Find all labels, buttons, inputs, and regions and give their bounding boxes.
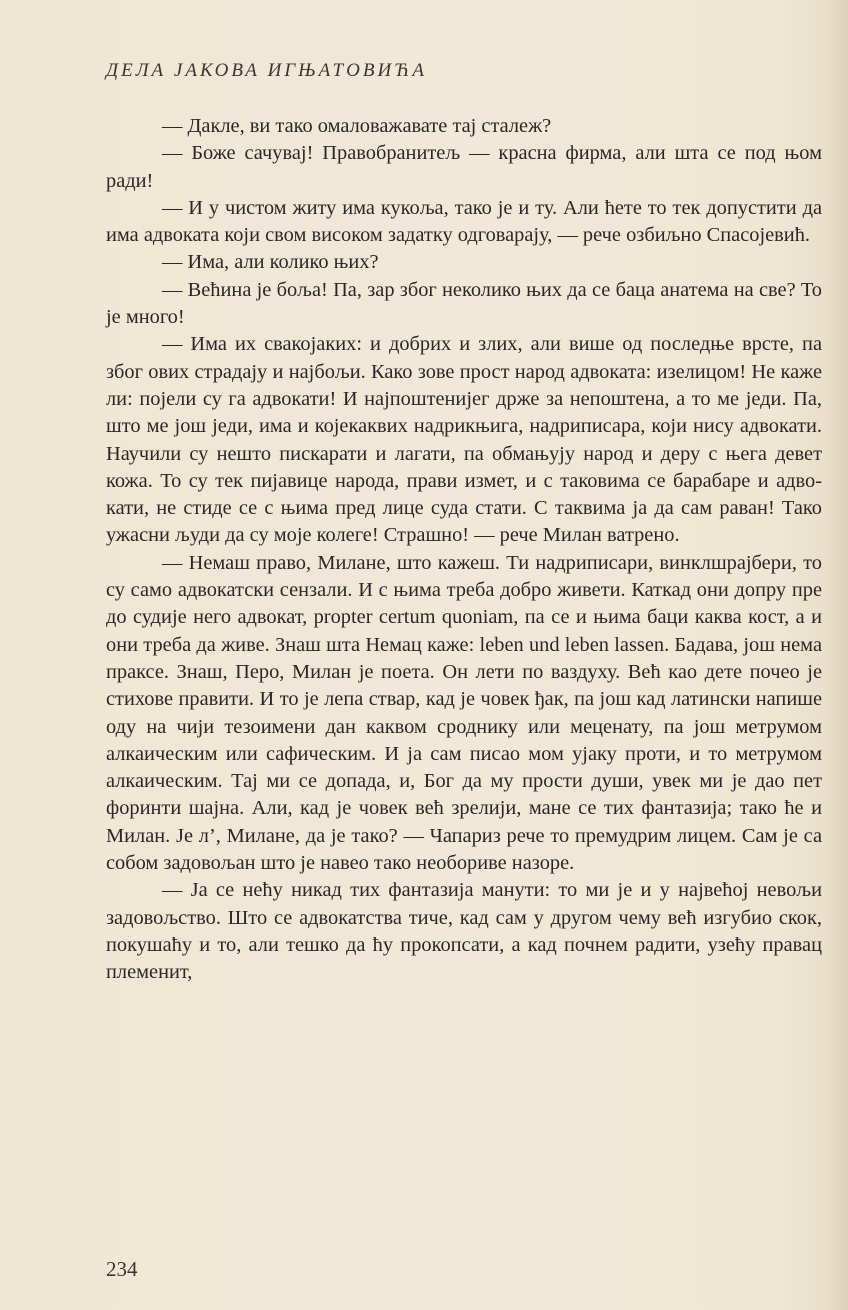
body-text	[106, 113, 822, 987]
page-edge-shadow	[826, 0, 848, 1310]
paragraph: — Немаш право, Милане, што кажеш. Ти надриписари, винклшрајбери, то су само адвокатски сензали. И с њима треба добро живети. Каткад они допру пре до судије него адвокат, propter certum quoniam, па се и њима баци каква кост, а и они треба да живе. Знаш шта Немац каже: leben und leben lassen. Бадава, још нема праксе. Знаш, Перо, Милан је поета. Он лети по ваздуху. Већ као дете почео је стихове правити. И то је лепа ствар, кад је човек ђак, па још кад латински напише оду на чији тезоимени дан каквом сроднику или меценату, па још метрумом алкаическим или сафическим. И ја сам писао мом ујаку проти, и то метрумом алкаическим. Тај ми се допада, и, Бог да му прости души, увек ми је дао пет форинти шајна. Али, кад је човек већ зрелији, мане се тих фантазија; тако ће и Милан. Је л’, Милане, да је тако? — Чапариз рече то премудрим лицем. Сам је са собом задовољан што је навео тако необориве назоре.	[106, 551, 822, 875]
paragraph: — И у чистом житу има кукоља, тако је и ту. Али ћете то тек допустити да има адвоката који свом високом задатку одговарају, — рече озбиљно Спасојевић.	[106, 196, 822, 247]
paragraph: — Има, али колико њих?	[162, 251, 379, 274]
paragraph: — Има их свакојаких: и добрих и злих, али више од последње врсте, па због ових страдају и најбољи. Како зове прост народ адвоката: изелицом! Не каже ли: појели су га адвокати! И најпоштенијег држе за непоштена, а то ме једи. Па, што ме још једи, има и којекаквих надрикњига, надриписара, који нису адвокати. Научили су нешто пискарати и лагати, па обмањују народ и деру с њега девет кожа. То су тек пијавице народа, прави измет, и с таковима се барабаре и адвокати, не стиде се с њима пред лице суда стати. С таквима ја да сам раван! Тако ужасни људи да су моје колеге! Страшно! — рече Милан ватрено.	[106, 333, 822, 547]
paragraph: — Боже сачувај! Правобранитељ — красна фирма, али шта се под њом ради!	[106, 142, 822, 192]
paragraph: — Дакле, ви тако омаловажавате тај сталеж?	[162, 115, 552, 137]
page-number: 234	[106, 1257, 138, 1281]
paragraph: — Већина је боља! Па, зар због неколико њих да се баца анатема на све? То је много!	[106, 278, 822, 329]
running-header: ДЕЛА ЈАКОВА ИГЊАТОВИЋА	[106, 60, 427, 81]
paragraph: — Ја се нећу никад тих фантазија манути: то ми је и у највећој невољи задовољство. Што се адвокатства тиче, кад сам у другом чему већ изгубио скок, покушаћу и то, али тешко да ћу прокопсати, а кад почнем радити, узећу правац племенит,	[106, 879, 822, 984]
